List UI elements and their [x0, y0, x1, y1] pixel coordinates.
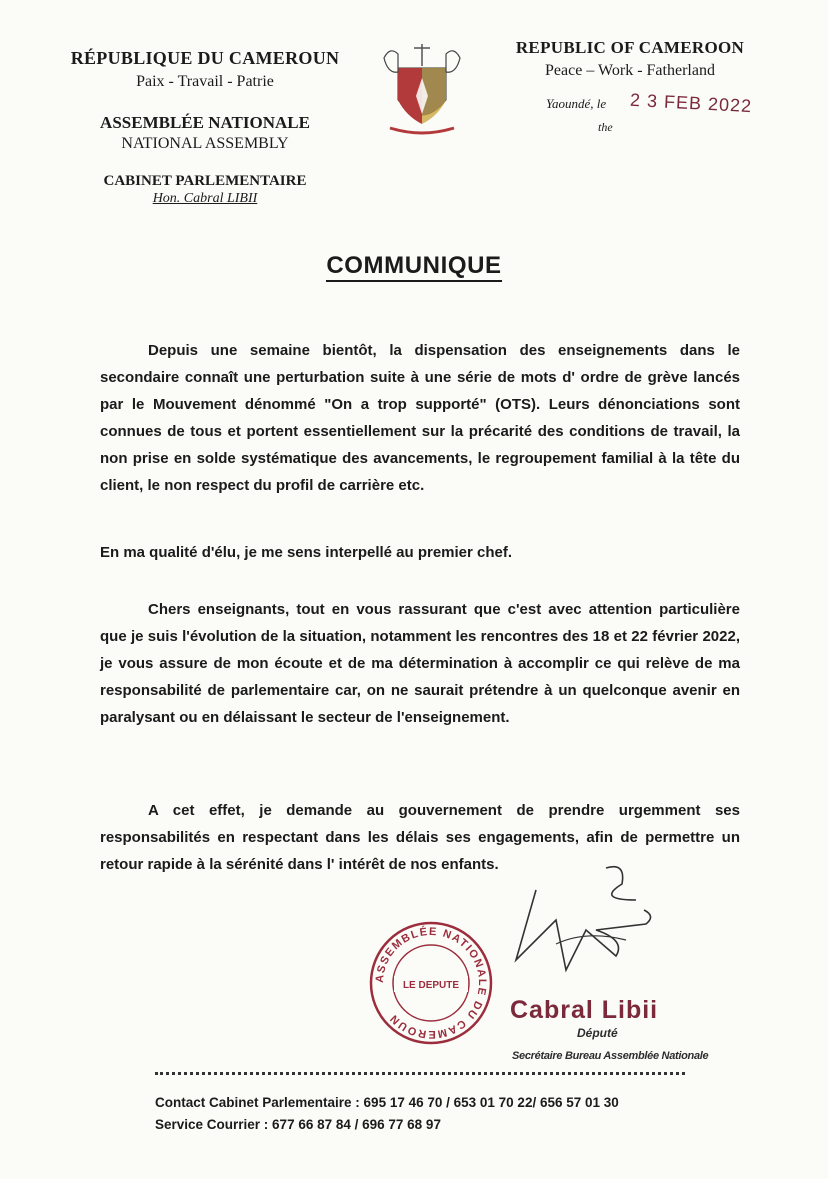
- signature-role: Député: [577, 1026, 618, 1040]
- contact-cabinet: Contact Cabinet Parlementaire : 695 17 46 70 / 653 01 70 22/ 656 57 01 30: [155, 1095, 619, 1110]
- contact-courrier: Service Courrier : 677 66 87 84 / 696 77 68 97: [155, 1117, 441, 1132]
- paragraph-3: Chers enseignants, tout en vous rassurant que c'est avec attention particulière que je suis l'évolution de la situation, notamment les rencontres des 18 et 22 février 2022, je vous assure de mon écoute et de ma détermination à accomplir ce qui relève de ma responsabilité de parlementaire car, on ne saurait prétendre à un quelconque avenir en paralysant ou en délaissant le secteur de l'enseignement.: [100, 601, 740, 726]
- coat-of-arms-emblem: [376, 38, 468, 138]
- country-fr: RÉPUBLIQUE DU CAMEROUN: [70, 48, 340, 68]
- place-label: Yaoundé, le: [546, 96, 607, 111]
- institution-fr: ASSEMBLÉE NATIONALE: [100, 113, 310, 132]
- dotted-divider: [155, 1072, 685, 1075]
- honorific-name: Hon. Cabral LIBII: [152, 191, 258, 206]
- paragraph-4: A cet effet, je demande au gouvernement de prendre urgemment ses responsabilités en respectant dans les délais ses engagements, afin de permettre un retour rapide à la sérénité dans l' intérêt de nos enfants.: [100, 802, 740, 873]
- the-label: the: [598, 120, 613, 134]
- office-name: CABINET PARLEMENTAIRE: [103, 173, 307, 189]
- motto-en: Peace – Work - Fatherland: [545, 62, 715, 79]
- title-text: COMMUNIQUE: [326, 252, 501, 282]
- header-left: [40, 48, 370, 207]
- signature-name: Cabral Libii: [510, 996, 659, 1024]
- contact-block: [155, 1092, 619, 1136]
- date-line: [546, 96, 613, 134]
- signature-organization: Secrétaire Bureau Assemblée Nationale: [512, 1050, 709, 1062]
- date-stamp: 2 3 FEB 2022: [629, 89, 753, 117]
- signature-scribble: [476, 860, 676, 980]
- document-title: [0, 252, 828, 280]
- country-en: REPUBLIC OF CAMEROON: [515, 38, 745, 57]
- paragraph-1: Depuis une semaine bientôt, la dispensation des enseignements dans le secondaire connaît une perturbation suite à une série de mots d' ordre de grève lancés par le Mouvement dénommé "On a trop supporté" (OTS). Leurs dénonciations sont connues de tous et portent essentiellement sur la précarité des conditions de travail, la non prise en solde systématique des avancements, le regroupement familial à la tête du client, le non respect du profil de carrière etc.: [100, 342, 740, 494]
- stamp-ring-text: ASSEMBLÉE NATIONALE DU CAMEROUN: [373, 925, 489, 1041]
- motto-fr: Paix - Travail - Patrie: [136, 73, 274, 90]
- header-right: [490, 38, 770, 80]
- paragraph-2: En ma qualité d'élu, je me sens interpellé au premier chef.: [100, 544, 513, 561]
- stamp-center-text: LE DEPUTE: [402, 980, 460, 991]
- institution-en: NATIONAL ASSEMBLY: [121, 135, 289, 152]
